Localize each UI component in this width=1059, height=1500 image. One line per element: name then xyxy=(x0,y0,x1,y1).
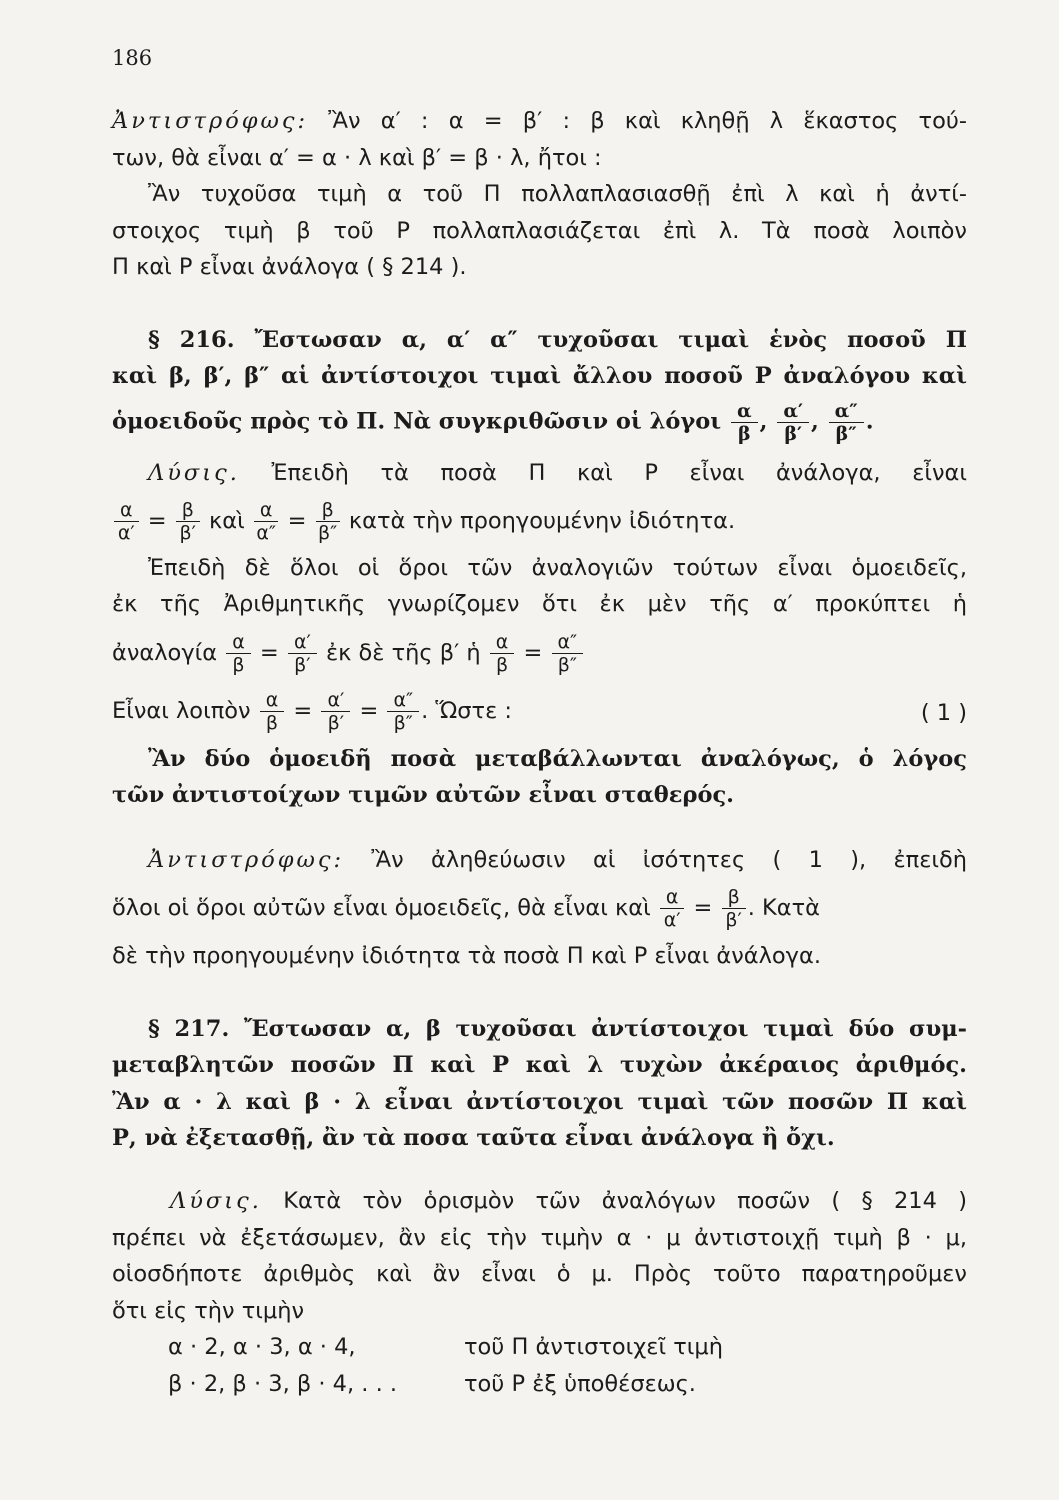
text: β · 2, β · 3, β · 4, . . . xyxy=(168,1371,398,1397)
text: α · 2, α · 3, α · 4, xyxy=(168,1334,356,1360)
section-217-line-4: Ρ, νὰ ἐξετασθῇ, ἂν τὰ ποσα ταῦτα εἶναι ἀνάλογα ἢ ὄχι. xyxy=(112,1125,835,1151)
numerator: α′ xyxy=(288,632,317,654)
denominator: β′ xyxy=(725,909,742,931)
section-216-line-1: § 216. Ἔστωσαν α, α′ α″ τυχοῦσαι τιμαὶ ἑνὸς ποσοῦ Π xyxy=(148,327,967,353)
fraction xyxy=(288,632,317,675)
text: Κατὰ τὸν ὁρισμὸν τῶν ἀναλόγων ποσῶν ( § 214 ) xyxy=(283,1188,968,1214)
fraction xyxy=(226,632,251,675)
solution-2-line-3: οἱοσδήποτε ἀριθμὸς καὶ ἂν εἶναι ὁ μ. Πρὸς τοῦτο παρατηροῦμεν xyxy=(112,1261,967,1287)
fraction xyxy=(660,887,685,930)
denominator: β′ xyxy=(179,522,196,544)
equals: = xyxy=(147,508,167,534)
text: . Ὥστε : xyxy=(421,698,512,724)
fraction xyxy=(321,690,350,733)
numerator: β xyxy=(176,500,200,522)
equation-number: ( 1 ) xyxy=(920,700,967,726)
text: ἀναλογία xyxy=(112,640,218,666)
numerator: β xyxy=(316,500,340,522)
numerator: α″ xyxy=(387,690,419,712)
text: καὶ xyxy=(209,508,245,534)
equals: = xyxy=(359,698,379,724)
solution-1-line-6 xyxy=(112,690,967,733)
numerator: α xyxy=(254,500,279,522)
solution-1-line-5 xyxy=(112,632,967,675)
section-216-line-3 xyxy=(112,401,967,444)
theorem-line-2: τῶν ἀντιστοίχων τιμῶν αὐτῶν εἶναι σταθερός. xyxy=(112,782,734,808)
text: κατὰ τὴν προηγουμένην ἰδιότητα. xyxy=(348,508,736,534)
numerator: β xyxy=(722,887,746,909)
denominator: β xyxy=(232,654,245,676)
solution-1-line-3: Ἐπειδὴ δὲ ὅλοι οἱ ὅροι τῶν ἀναλογιῶν τούτων εἶναι ὁμοειδεῖς, xyxy=(148,555,967,581)
text: τοῦ Ρ ἐξ ὑποθέσεως. xyxy=(464,1371,696,1397)
paragraph-converse-line-2: των, θὰ εἶναι α′ = α · λ καὶ β′ = β · λ, ἤτοι : xyxy=(112,145,602,171)
fraction-a-b xyxy=(731,401,758,444)
text: Ἐπειδὴ τὰ ποσὰ Π καὶ Ρ εἶναι ἀνάλογα, εἶναι xyxy=(271,460,967,486)
numerator: α xyxy=(731,401,758,423)
converse-line-1 xyxy=(148,845,967,875)
denominator: β xyxy=(265,712,279,734)
paragraph-converse-line-1 xyxy=(112,106,967,136)
solution-1-line-1 xyxy=(148,458,967,488)
solution-1-line-2 xyxy=(112,500,967,543)
paragraph-converse-line-3: Ἂν τυχοῦσα τιμὴ α τοῦ Π πολλαπλασιασθῇ ἐπὶ λ καὶ ἡ ἀντί- xyxy=(148,181,967,207)
solution-2-line-1 xyxy=(170,1186,967,1216)
equals: = xyxy=(293,698,313,724)
comma: , xyxy=(759,408,768,435)
label-antistrophos: Ἀντιστρόφως: xyxy=(112,108,309,134)
fraction xyxy=(316,500,340,543)
text: ὁμοειδοῦς πρὸς τὸ Π. Νὰ συγκριθῶσιν οἱ λόγοι xyxy=(112,408,722,435)
numerator: α xyxy=(226,632,251,654)
numerator: α′ xyxy=(321,690,350,712)
text: ὅλοι οἱ ὅροι αὐτῶν εἶναι ὁμοειδεῖς, θὰ εἶναι καὶ xyxy=(112,895,651,921)
comma: , xyxy=(810,408,819,435)
paragraph-converse-line-4: στοιχος τιμὴ β τοῦ Ρ πολλαπλασιάζεται ἐπὶ λ. Τὰ ποσὰ λοιπὸν xyxy=(112,218,967,244)
solution-2-line-6 xyxy=(168,1369,967,1399)
denominator: β xyxy=(495,654,509,676)
numerator: α″ xyxy=(829,401,864,423)
denominator: α′ xyxy=(117,522,135,544)
denominator: β′ xyxy=(327,712,345,734)
fraction xyxy=(490,632,515,675)
section-217-line-2: μεταβλητῶν ποσῶν Π καὶ Ρ καὶ λ τυχὼν ἀκέραιος ἀριθμός. xyxy=(112,1052,967,1078)
numerator: α′ xyxy=(777,401,809,423)
fraction xyxy=(722,887,746,930)
text: Ἂν α′ : α = β′ : β καὶ κληθῇ λ ἕκαστος τού- xyxy=(328,108,967,134)
solution-2-line-2: πρέπει νὰ ἐξετάσωμεν, ἂν εἰς τὴν τιμὴν α · μ ἀντιστοιχῇ τιμὴ β · μ, xyxy=(112,1225,967,1251)
denominator: β″ xyxy=(835,423,857,445)
fraction xyxy=(260,690,285,733)
converse-line-2 xyxy=(112,887,967,930)
fraction xyxy=(176,500,200,543)
denominator: β″ xyxy=(557,654,577,676)
denominator: β xyxy=(738,423,751,445)
solution-2-line-4: ὅτι εἰς τὴν τιμὴν xyxy=(112,1298,305,1324)
fraction xyxy=(552,632,584,675)
denominator: β″ xyxy=(393,712,413,734)
denominator: α″ xyxy=(256,522,276,544)
text: ἐκ δὲ τῆς β′ ἡ xyxy=(325,640,481,666)
converse-line-3: δὲ τὴν προηγουμένην ἰδιότητα τὰ ποσὰ Π καὶ Ρ εἶναι ἀνάλογα. xyxy=(112,943,821,969)
solution-2-line-5 xyxy=(168,1332,967,1362)
numerator: α xyxy=(114,500,139,522)
theorem-line-1: Ἂν δύο ὁμοειδῆ ποσὰ μεταβάλλωνται ἀναλόγως, ὁ λόγος xyxy=(148,746,967,772)
fraction-a1-b1 xyxy=(777,401,809,444)
period: . xyxy=(865,408,874,435)
equals: = xyxy=(287,508,307,534)
numerator: α xyxy=(660,887,685,909)
fraction xyxy=(387,690,419,733)
fraction xyxy=(254,500,279,543)
equals: = xyxy=(259,640,279,666)
text: τοῦ Π ἀντιστοιχεῖ τιμὴ xyxy=(464,1334,723,1360)
numerator: α″ xyxy=(552,632,584,654)
denominator: β″ xyxy=(318,522,338,544)
denominator: β′ xyxy=(784,423,802,445)
numerator: α xyxy=(490,632,515,654)
text: . Κατὰ xyxy=(747,895,820,921)
page-number: 186 xyxy=(112,46,153,70)
paragraph-converse-line-5: Π καὶ Ρ εἶναι ἀνάλογα ( § 214 ). xyxy=(112,254,467,280)
section-217-line-1: § 217. Ἔστωσαν α, β τυχοῦσαι ἀντίστοιχοι τιμαὶ δύο συμ- xyxy=(148,1016,967,1042)
label-lysis: Λύσις. xyxy=(148,460,240,486)
section-216-line-2: καὶ β, β′, β″ αἱ ἀντίστοιχοι τιμαὶ ἄλλου ποσοῦ Ρ ἀναλόγου καὶ xyxy=(112,363,967,389)
label-antistrophos: Ἀντιστρόφως: xyxy=(148,847,345,873)
equals: = xyxy=(523,640,543,666)
solution-1-line-4: ἐκ τῆς Ἀριθμητικῆς γνωρίζομεν ὅτι ἐκ μὲν τῆς α′ προκύπτει ἡ xyxy=(112,591,967,617)
denominator: α′ xyxy=(663,909,681,931)
section-217-line-3: Ἂν α · λ καὶ β · λ εἶναι ἀντίστοιχοι τιμαὶ τῶν ποσῶν Π καὶ xyxy=(112,1089,967,1115)
text: Ἂν ἀληθεύωσιν αἱ ἰσότητες ( 1 ), ἐπειδὴ xyxy=(371,847,968,873)
fraction xyxy=(114,500,139,543)
denominator: β′ xyxy=(294,654,311,676)
fraction-a2-b2 xyxy=(829,401,864,444)
equals: = xyxy=(693,895,713,921)
text: Εἶναι λοιπὸν xyxy=(112,698,251,724)
numerator: α xyxy=(260,690,285,712)
label-lysis: Λύσις. xyxy=(170,1188,262,1214)
